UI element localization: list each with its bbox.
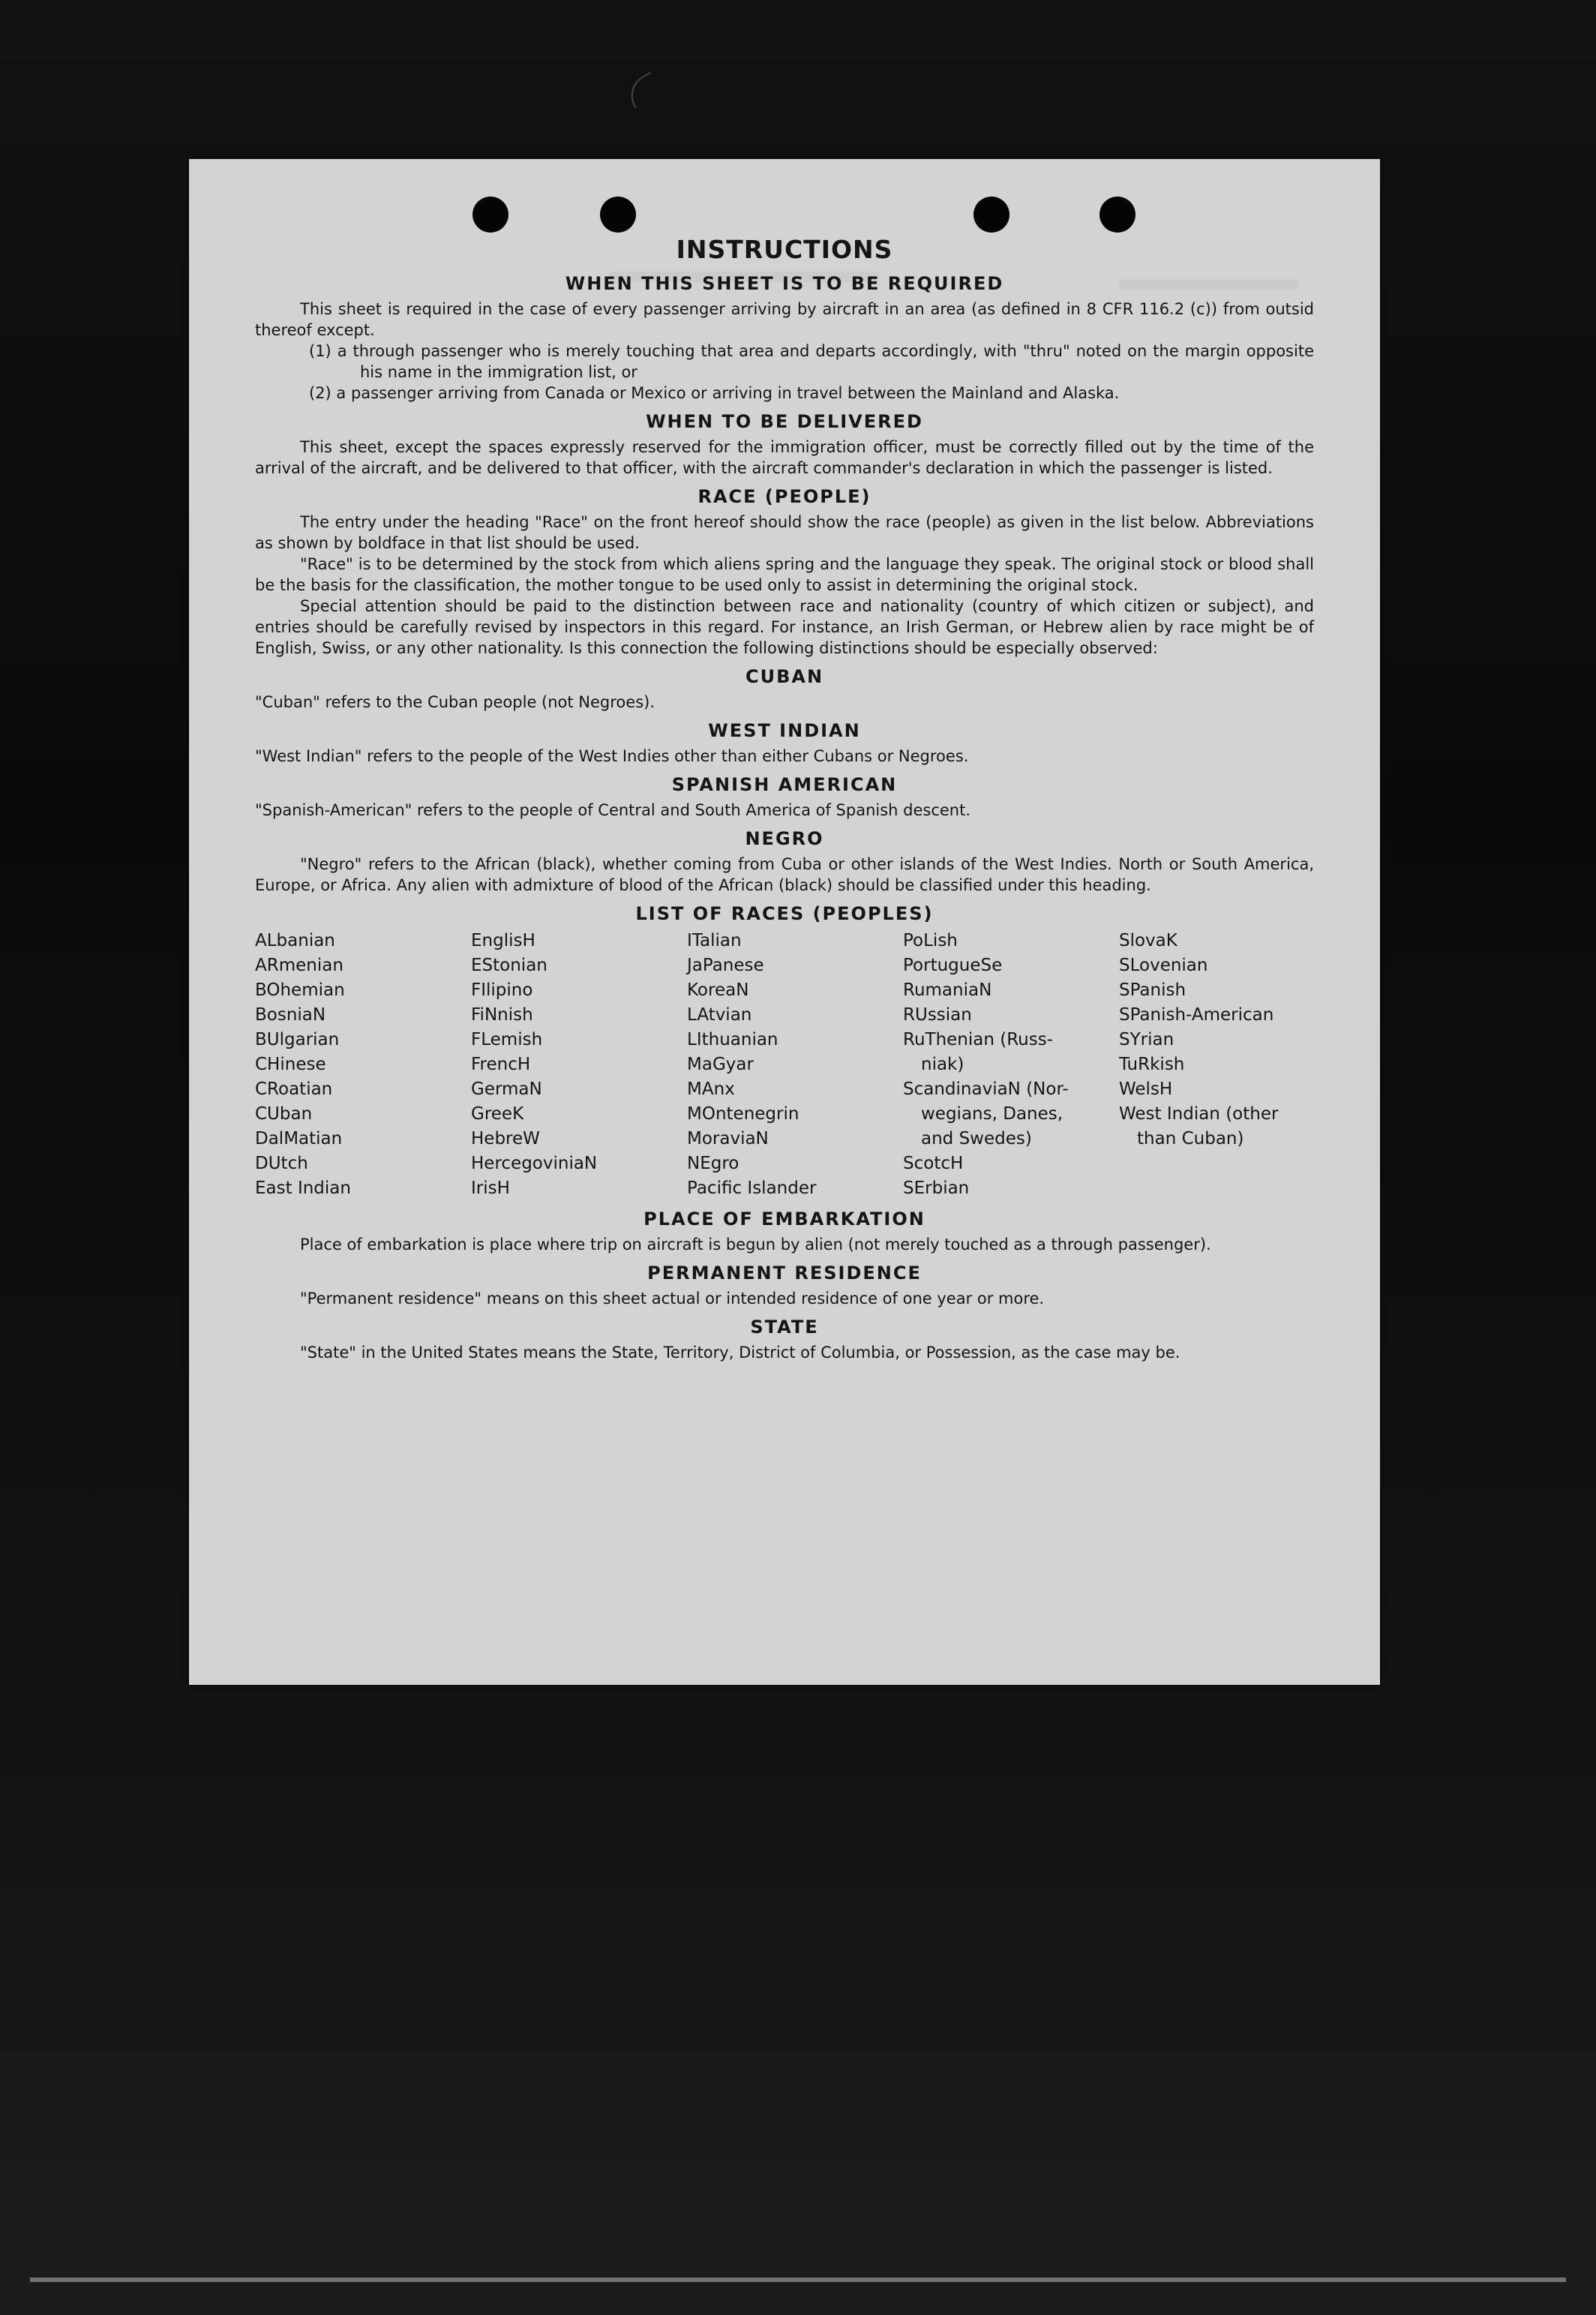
race-item: ScotcH bbox=[903, 1154, 964, 1173]
section-paragraph: "Permanent residence" means on this sheet actual or intended residence of one year or more. bbox=[300, 1290, 1045, 1308]
race-item: WelsH bbox=[1119, 1079, 1173, 1099]
race-item: Pacific Islander bbox=[687, 1179, 817, 1198]
race-item: EnglisH bbox=[471, 931, 536, 950]
race-item: LIthuanian bbox=[687, 1030, 778, 1049]
section-paragraph: This sheet is required in the case of every passenger arriving by aircraft in an area (as defined in 8 CFR 116.2 (c)) from outsid thereof except. bbox=[255, 300, 1314, 339]
race-column bbox=[471, 929, 687, 1201]
section-heading: WEST INDIAN bbox=[708, 720, 861, 741]
race-item: BosniaN bbox=[255, 1005, 326, 1025]
exception-item: (2) a passenger arriving from Canada or Mexico or arriving in travel between the Mainland and Alaska. bbox=[309, 384, 1120, 402]
race-item: TuRkish bbox=[1119, 1055, 1185, 1074]
race-item: SLovenian bbox=[1119, 956, 1208, 975]
race-item: FLemish bbox=[471, 1030, 543, 1049]
section-paragraph: "Race" is to be determined by the stock from which aliens spring and the language they speak. The original stock or blood shall be the basis for the classification, the mother tongue to be used only to assist in determining the original stock. bbox=[255, 555, 1314, 594]
race-item: FrencH bbox=[471, 1055, 531, 1074]
race-item: RuThenian (Russ- bbox=[903, 1030, 1054, 1049]
race-item: ALbanian bbox=[255, 931, 335, 950]
section-heading: NEGRO bbox=[745, 828, 824, 849]
race-item: SErbian bbox=[903, 1179, 970, 1198]
punch-hole bbox=[1100, 197, 1136, 233]
race-column bbox=[1119, 929, 1314, 1201]
race-item: KoreaN bbox=[687, 980, 749, 1000]
section-heading: PERMANENT RESIDENCE bbox=[647, 1263, 922, 1284]
section-heading: WHEN TO BE DELIVERED bbox=[646, 411, 923, 432]
race-column bbox=[687, 929, 903, 1201]
race-item: CRoatian bbox=[255, 1079, 333, 1099]
race-item: East Indian bbox=[255, 1179, 351, 1198]
race-item: JaPanese bbox=[687, 956, 764, 975]
race-item: ScandinaviaN (Nor- bbox=[903, 1079, 1069, 1099]
race-item: ITalian bbox=[687, 931, 742, 950]
race-item: SlovaK bbox=[1119, 931, 1178, 950]
section-heading: PLACE OF EMBARKATION bbox=[644, 1209, 926, 1230]
race-item: FiNnish bbox=[471, 1005, 533, 1025]
race-item-continuation: wegians, Danes, bbox=[921, 1104, 1064, 1124]
exception-item: (1) a through passenger who is merely touching that area and departs accordingly, with "thru" noted on the margin opposite his name in the immigration list, or bbox=[309, 342, 1314, 381]
race-item: SYrian bbox=[1119, 1030, 1174, 1049]
section-paragraph: "West Indian" refers to the people of the West Indies other than either Cubans or Negroes. bbox=[255, 747, 969, 765]
race-item: IrisH bbox=[471, 1179, 510, 1198]
section-heading: STATE bbox=[750, 1317, 819, 1338]
punch-hole bbox=[472, 197, 508, 233]
race-item: GermaN bbox=[471, 1079, 542, 1099]
race-item: CUban bbox=[255, 1104, 313, 1124]
race-item: RumaniaN bbox=[903, 980, 992, 1000]
race-item: BOhemian bbox=[255, 980, 345, 1000]
race-list bbox=[255, 929, 1314, 1201]
section-paragraph: This sheet, except the spaces expressly reserved for the immigration officer, must be correctly filled out by the time of the arrival of the aircraft, and be delivered to that officer, with the aircraft commander's declaration in which the passenger is listed. bbox=[255, 438, 1314, 477]
document-title: INSTRUCTIONS bbox=[676, 235, 893, 264]
race-column bbox=[255, 929, 471, 1201]
punch-hole bbox=[974, 197, 1010, 233]
section-paragraph: Place of embarkation is place where trip on aircraft is begun by alien (not merely touched as a through passenger). bbox=[300, 1236, 1211, 1254]
race-item: HercegoviniaN bbox=[471, 1154, 598, 1173]
section-paragraph: "State" in the United States means the State, Territory, District of Columbia, or Possession, as the case may be. bbox=[300, 1344, 1180, 1362]
race-item: MaGyar bbox=[687, 1055, 754, 1074]
race-item: West Indian (other bbox=[1119, 1104, 1279, 1124]
race-item-continuation: niak) bbox=[921, 1055, 964, 1074]
race-item: DUtch bbox=[255, 1154, 308, 1173]
race-item: ARmenian bbox=[255, 956, 344, 975]
race-item: PoLish bbox=[903, 931, 958, 950]
race-item: DalMatian bbox=[255, 1129, 343, 1148]
section-paragraph: "Negro" refers to the African (black), whether coming from Cuba or other islands of the West Indies. North or South America, Europe, or Africa. Any alien with admixture of blood of the African (black) should be classified under this heading. bbox=[255, 855, 1314, 894]
race-item: CHinese bbox=[255, 1055, 326, 1074]
instructions-document bbox=[255, 234, 1314, 1363]
section-paragraph: The entry under the heading "Race" on the front hereof should show the race (people) as given in the list below. Abbreviations as shown by boldface in that list should be used. bbox=[255, 513, 1314, 552]
document-sheet bbox=[189, 159, 1380, 1685]
section-heading: CUBAN bbox=[745, 666, 824, 687]
race-column bbox=[903, 929, 1119, 1201]
race-item: NEgro bbox=[687, 1154, 740, 1173]
section-heading: RACE (PEOPLE) bbox=[698, 486, 872, 507]
race-item: EStonian bbox=[471, 956, 548, 975]
race-item: GreeK bbox=[471, 1104, 524, 1124]
race-item: MOntenegrin bbox=[687, 1104, 800, 1124]
race-item: MAnx bbox=[687, 1079, 735, 1099]
section-heading: LIST OF RACES (PEOPLES) bbox=[635, 903, 934, 924]
race-item-continuation: than Cuban) bbox=[1137, 1129, 1244, 1148]
race-item: LAtvian bbox=[687, 1005, 752, 1025]
race-item: BUlgarian bbox=[255, 1030, 340, 1049]
race-item: MoraviaN bbox=[687, 1129, 769, 1148]
section-heading: WHEN THIS SHEET IS TO BE REQUIRED bbox=[565, 273, 1004, 294]
race-item: RUssian bbox=[903, 1005, 972, 1025]
section-paragraph: "Cuban" refers to the Cuban people (not Negroes). bbox=[255, 693, 656, 711]
race-item-continuation: and Swedes) bbox=[921, 1129, 1032, 1148]
punch-hole bbox=[600, 197, 636, 233]
race-item: PortugueSe bbox=[903, 956, 1003, 975]
race-item: FIlipino bbox=[471, 980, 533, 1000]
section-paragraph: Special attention should be paid to the distinction between race and nationality (country of which citizen or subject), and entries should be carefully revised by inspectors in this regard. For instance, an Irish German, or Hebrew alien by race might be of English, Swiss, or any other nationality. Is this connection the following distinctions should be especially observed: bbox=[255, 597, 1314, 657]
race-item: HebreW bbox=[471, 1129, 540, 1148]
race-item: SPanish-American bbox=[1119, 1005, 1274, 1025]
race-item: SPanish bbox=[1119, 980, 1186, 1000]
section-heading: SPANISH AMERICAN bbox=[671, 774, 898, 795]
section-paragraph: "Spanish-American" refers to the people of Central and South America of Spanish descent. bbox=[255, 801, 971, 819]
film-edge-strip bbox=[30, 2277, 1566, 2282]
